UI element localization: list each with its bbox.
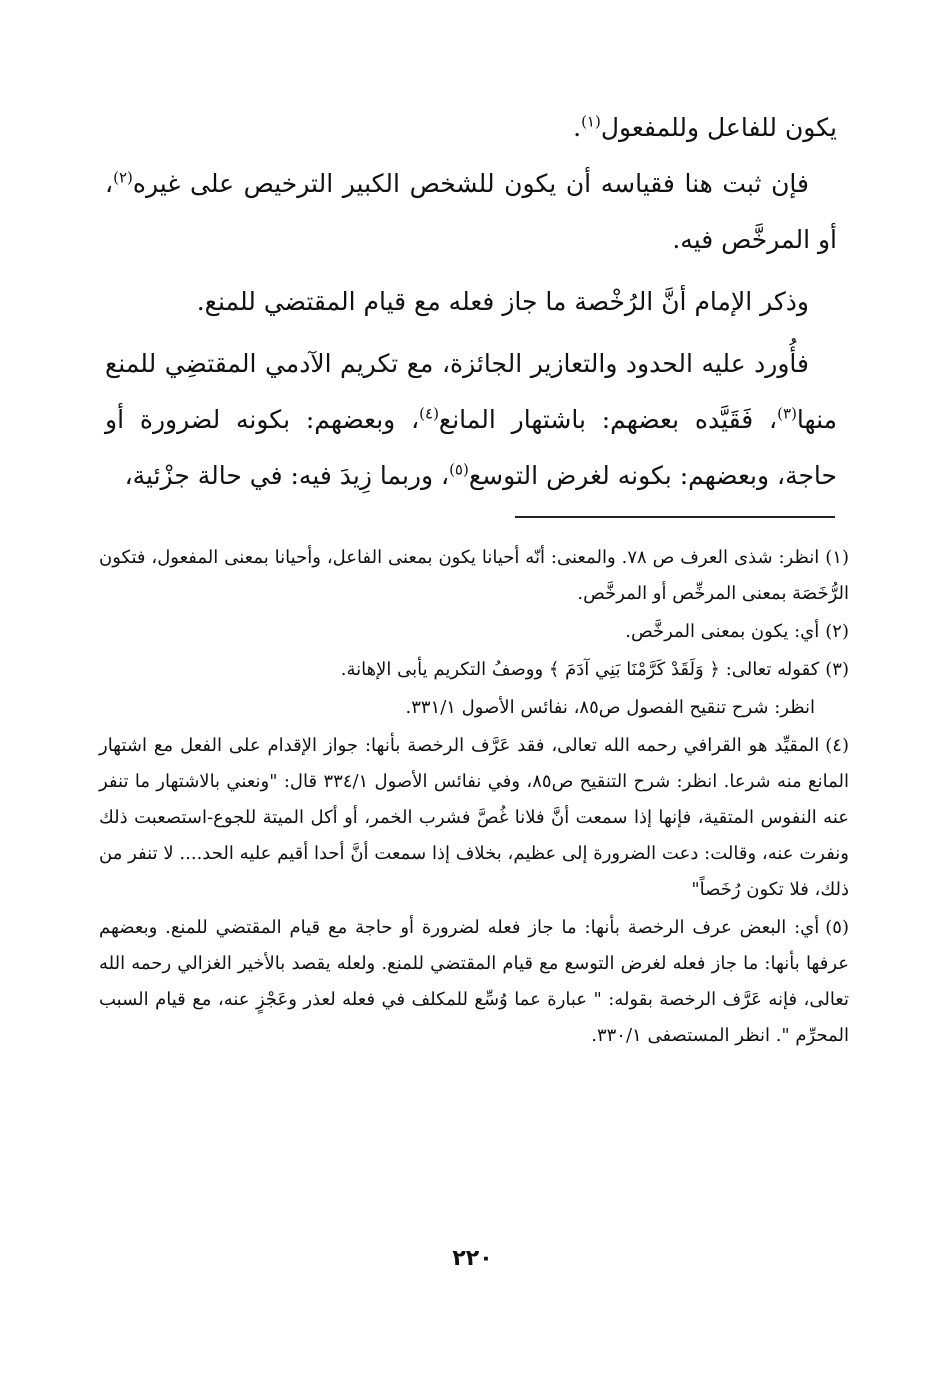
footnote-5 bbox=[99, 910, 849, 1054]
footnote-ref-2[interactable]: (٢) bbox=[113, 168, 133, 187]
paragraph-1-text: يكون للفاعل وللمفعول bbox=[600, 113, 837, 142]
footnote-number-5: (٥) bbox=[825, 917, 849, 938]
footnote-3 bbox=[99, 652, 849, 688]
footnote-3-continuation: انظر: شرح تنقيح الفصول ص٨٥، نفائس الأصول ٣٣١/١. bbox=[405, 697, 815, 718]
paragraph-3-text: وذكر الإمام أنَّ الرُخْصة ما جاز فعله مع قيام المقتضي للمنع. bbox=[196, 287, 809, 316]
footnote-text-4: المقيِّد هو القرافي رحمه الله تعالى، فقد عَرَّف الرخصة بأنها: جواز الإقدام على الفعل مع اشتهار المانع منه شرعا. انظر: شرح التنقيح ص٨٥، وفي نفائس الأصول ٣٣٤/١ قال: "ونعني بالاشتهار ما تنفر عنه النفوس المتقية، فإنها إذا سمعت أنَّ فلانا غُصَّ فشرب الخمر، أو أكل الميتة للجوع-استصعبت ذلك ونفرت عنه، وقالت: دعت الضرورة إلى عظيم، بخلاف إذا سمعت أنَّ أحدا أقيم عليه الحد.... لا تنفر من ذلك، فلا تكون رُخَصاً" bbox=[99, 735, 850, 900]
footnote-ref-3[interactable]: (٣) bbox=[777, 404, 797, 423]
footnote-text-1: انظر: شذى العرف ص ٧٨. والمعنى: أنّه أحيانا يكون بمعنى الفاعل، وأحيانا بمعنى المفعول، فتكون الرُّخَصَة بمعنى المرخِّص أو المرخَّص. bbox=[99, 547, 849, 604]
footnote-ref-1[interactable]: (١) bbox=[581, 112, 601, 131]
paragraph-2-text-a: فإن ثبت هنا فقياسه أن يكون للشخص الكبير الترخيص على غيره bbox=[132, 169, 809, 198]
footnote-1 bbox=[99, 540, 849, 612]
footnote-text-3: كقوله تعالى: ﴿ وَلَقَدْ كَرَّمْنَا بَنِي آدَمَ ﴾ ووصفُ التكريم يأبى الإهانة. bbox=[340, 659, 820, 680]
paragraph-4-text-d: ، وربما زِيدَ فيه: في حالة جزْئية، bbox=[124, 461, 450, 490]
paragraph-2-text-b: ، أو المرخَّص فيه. bbox=[105, 169, 837, 254]
paragraph-2 bbox=[105, 156, 837, 268]
paragraph-4-text-a: فأُورد عليه الحدود والتعازير الجائزة، مع تكريم الآدمي المقتضِي للمنع منها bbox=[105, 349, 837, 434]
paragraph-1-tail: . bbox=[573, 113, 582, 142]
paragraph-4-text-b: ، فَقَيَّده بعضهم: باشتهار المانع bbox=[438, 405, 778, 434]
footnote-number-1: (١) bbox=[825, 547, 849, 568]
footnotes-section bbox=[99, 540, 849, 1056]
footnote-text-5: أي: البعض عرف الرخصة بأنها: ما جاز فعله لضرورة أو حاجة مع قيام المقتضي للمنع. وبعضهم عرفها بأنها: ما جاز فعله لغرض التوسع مع قيام المقتضي للمنع. ولعله يقصد بالأخير الغزالي رحمه الله تعالى، فإنه عَرَّف الرخصة بقوله: " عبارة عما وُسِّع للمكلف في فعله لعذر وعَجْزٍ عنه، مع قيام السبب المحرِّم ". انظر المستصفى ٣٣٠/١. bbox=[99, 917, 849, 1046]
footnote-4 bbox=[99, 728, 849, 908]
paragraph-4-text-c: ، وبعضهم: بكونه لضرورة أو حاجة، وبعضهم: بكونه لغرض التوسع bbox=[105, 405, 837, 490]
footnote-ref-5[interactable]: (٥) bbox=[449, 460, 469, 479]
footnote-number-4: (٤) bbox=[825, 735, 849, 756]
footnote-2 bbox=[99, 614, 849, 650]
paragraph-4 bbox=[105, 336, 837, 504]
page-number: ٢٢٠ bbox=[452, 1246, 493, 1271]
footnote-ref-4[interactable]: (٤) bbox=[419, 404, 439, 423]
footnote-number-2: (٢) bbox=[825, 621, 849, 642]
paragraph-1 bbox=[105, 100, 837, 156]
main-body-text bbox=[105, 100, 837, 504]
paragraph-3 bbox=[105, 274, 837, 330]
footnote-separator bbox=[515, 516, 835, 518]
footnote-text-2: أي: يكون بمعنى المرخَّص. bbox=[625, 621, 820, 642]
footnote-number-3: (٣) bbox=[825, 659, 849, 680]
